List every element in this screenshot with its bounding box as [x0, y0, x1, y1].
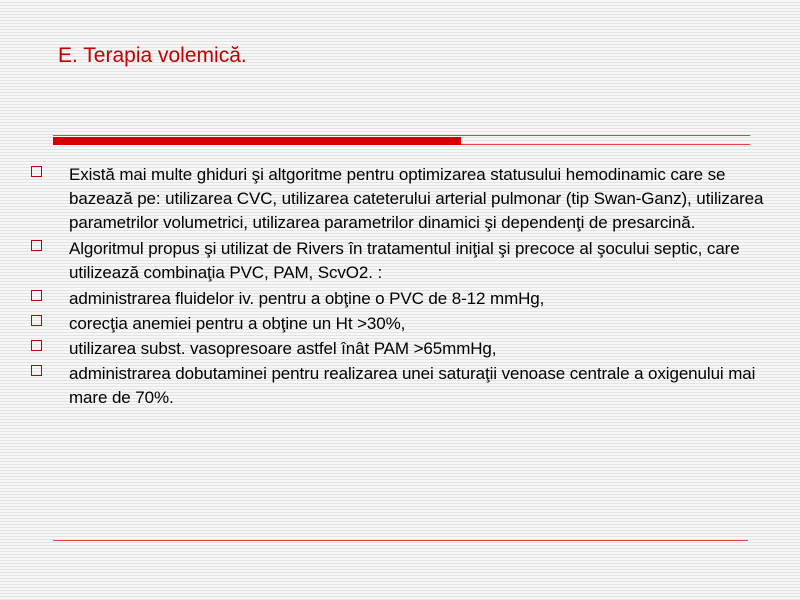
bullet-text: utilizarea subst. vasopresoare astfel înât PAM >65mmHg,	[69, 339, 497, 358]
bullet-text: administrarea dobutaminei pentru realizarea unei saturaţii venoase centrale a oxigenului mai mare de 70%.	[69, 364, 756, 407]
footer-divider-line	[53, 540, 748, 541]
slide-title: E. Terapia volemică.	[58, 44, 247, 67]
square-bullet-icon	[31, 365, 42, 376]
square-bullet-icon	[31, 290, 42, 301]
bullet-list	[30, 163, 780, 411]
title-divider-lower-line	[461, 144, 750, 145]
square-bullet-icon	[31, 240, 42, 251]
bullet-item	[30, 287, 780, 311]
bullet-text: administrarea fluidelor iv. pentru a obţine o PVC de 8-12 mmHg,	[69, 289, 545, 308]
title-divider-thin-line	[53, 135, 750, 136]
bullet-item	[30, 163, 780, 235]
bullet-text: Există mai multe ghiduri şi altgoritme pentru optimizarea statusului hemodinamic care se bazează pe: utilizarea CVC, utilizarea cateterului arterial pulmonar (tip Swan-Ganz), utilizarea parametrilor volumetrici, utilizarea parametrilor dinamici şi dependenţi de presarcină.	[69, 165, 764, 232]
bullet-item	[30, 237, 780, 285]
bullet-item	[30, 312, 780, 336]
square-bullet-icon	[31, 166, 42, 177]
bullet-text: Algoritmul propus şi utilizat de Rivers în tratamentul iniţial şi precoce al şocului septic, care utilizează combinaţia PVC, PAM, ScvO2. :	[69, 239, 740, 282]
square-bullet-icon	[31, 340, 42, 351]
bullet-item	[30, 362, 780, 410]
square-bullet-icon	[31, 315, 42, 326]
title-divider-thick-bar	[53, 137, 461, 145]
bullet-text: corecţia anemiei pentru a obţine un Ht >30%,	[69, 314, 406, 333]
bullet-item	[30, 337, 780, 361]
